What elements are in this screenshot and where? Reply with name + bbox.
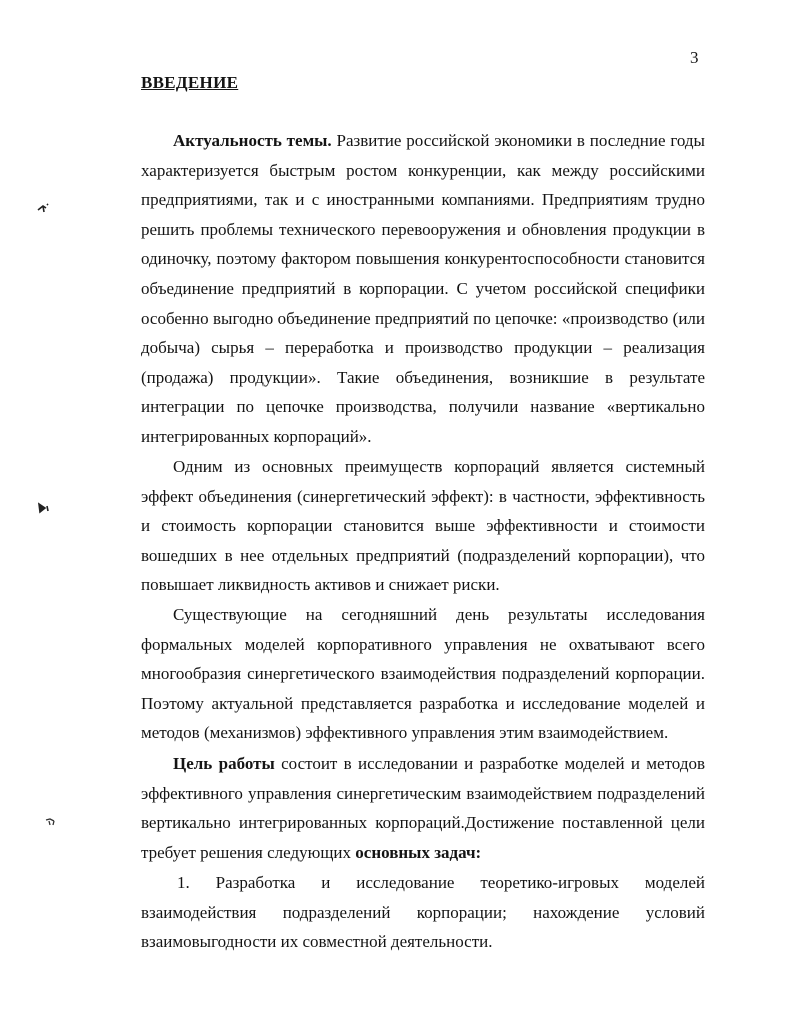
paragraph-synergy [141, 452, 705, 600]
synergy-text: Одним из основных преимуществ корпораций является системный эффект объединения (синергетический эффект): в частности, эффективность и стоимость корпорации становится выше эффективности и стоимости вошедших в нее отдельных предприятий (подразделений корпорации), что повышает ликвидность активов и снижает риски. [141, 457, 705, 595]
list-item-1 [141, 868, 705, 957]
item1-text: 1. Разработка и исследование теоретико-игровых моделей взаимодействия подразделений корпорации; нахождение условий взаимовыгодности их совместной деятельности. [141, 873, 705, 952]
goal-colon: : [475, 842, 482, 862]
relevance-text: Развитие российской экономики в последние годы характеризуется быстрым ростом конкуренции, как между российскими предприятиями, так и с иностранными компаниями. Предприятиям трудно решить проблемы технического перевооружения и обновления продукции в одиночку, поэтому фактором повышения конкурентоспособности становится объединение предприятий в корпорации. С учетом российской специфики особенно выгодно объединение предприятий по цепочке: «производство (или добыча) сырья – переработка и производство продукции – реализация (продажа) продукции». Такие объединения, возникшие в результате интеграции по цепочке производства, получили название «вертикально интегрированных корпораций». [141, 131, 705, 446]
existing-text: Существующие на сегодняшний день результаты исследования формальных моделей корпоративного управления не охватывают всего многообразия синергетического взаимодействия подразделений корпорации. Поэтому актуальной представляется разработка и исследование моделей и методов (механизмов) эффективного управления этим взаимодействием. [141, 605, 705, 743]
goal-lead: Цель работы [173, 754, 275, 773]
relevance-lead: Актуальность темы. [173, 131, 332, 150]
section-heading: ВВЕДЕНИЕ [141, 73, 239, 92]
paragraph-goal [141, 749, 705, 867]
tasks-label: основных задач [355, 842, 476, 862]
scan-mark-icon [36, 202, 50, 214]
paragraph-relevance [141, 126, 705, 452]
scan-mark-icon [44, 816, 58, 828]
scan-mark-icon [37, 502, 51, 514]
paragraph-existing-research [141, 600, 705, 748]
goal-text: состоит в исследовании и разработке моделей и методов эффективного управления синергетическим взаимодействием подразделений вертикально интегрированных корпораций.Достижение поставленной цели требует решения следующих [141, 754, 705, 862]
page-number: 3 [690, 48, 699, 67]
